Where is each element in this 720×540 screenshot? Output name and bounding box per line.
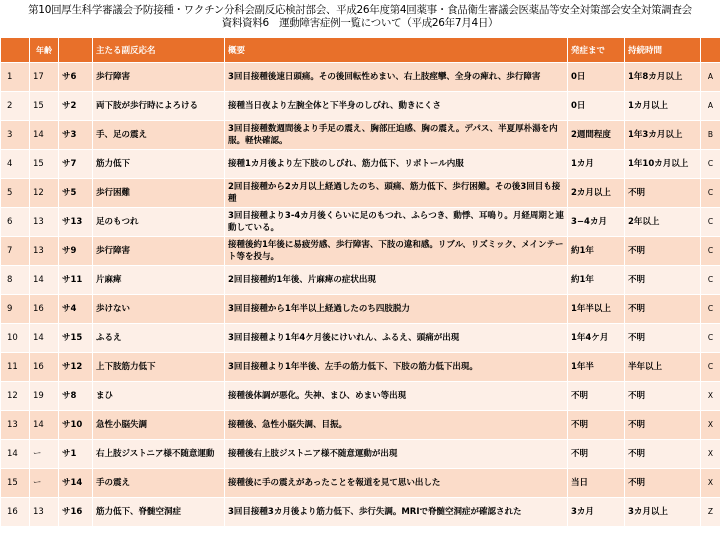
cell-no: 16 xyxy=(1,498,30,527)
cell-id: サ7 xyxy=(59,150,93,179)
cell-duration: 不明 xyxy=(625,382,701,411)
cell-duration: 不明 xyxy=(625,295,701,324)
cell-duration: 1年3カ月以上 xyxy=(625,121,701,150)
cell-reaction: 右上肢ジストニア様不随意運動 xyxy=(93,440,225,469)
cell-grade: C xyxy=(701,150,720,179)
table-row xyxy=(1,411,720,440)
cell-age: 14 xyxy=(30,411,59,440)
cell-grade: X xyxy=(701,469,720,498)
cell-id: サ11 xyxy=(59,266,93,295)
cell-age: 19 xyxy=(30,382,59,411)
header-row xyxy=(1,38,720,63)
cell-reaction: 筋力低下、脊髄空洞症 xyxy=(93,498,225,527)
cell-age: 14 xyxy=(30,266,59,295)
cell-onset: 1カ月 xyxy=(568,150,625,179)
cell-duration: 半年以上 xyxy=(625,353,701,382)
table-row xyxy=(1,382,720,411)
cell-duration: 1年8カ月以上 xyxy=(625,63,701,92)
cell-id: サ15 xyxy=(59,324,93,353)
cell-no: 7 xyxy=(1,237,30,266)
cell-duration: 不明 xyxy=(625,469,701,498)
header-reaction: 主たる副反応名 xyxy=(93,38,225,63)
cell-summary: 2回目接種から2カ月以上経過したのち、頭痛、筋力低下、歩行困難。その後3回目も接種 xyxy=(225,179,568,208)
cell-no: 15 xyxy=(1,469,30,498)
table-row xyxy=(1,208,720,237)
cell-grade: C xyxy=(701,324,720,353)
cell-id: サ16 xyxy=(59,498,93,527)
header-summary: 概要 xyxy=(225,38,568,63)
cell-reaction: 上下肢筋力低下 xyxy=(93,353,225,382)
cell-grade: Z xyxy=(701,498,720,527)
cell-no: 12 xyxy=(1,382,30,411)
cell-no: 8 xyxy=(1,266,30,295)
cell-summary: 3回目接種3カ月後より筋力低下、歩行失調。MRIで脊髄空洞症が確認された xyxy=(225,498,568,527)
cell-grade: C xyxy=(701,266,720,295)
cell-summary: 3回目接種より1年4ケ月後にけいれん、ふるえ、頭痛が出現 xyxy=(225,324,568,353)
table-row xyxy=(1,353,720,382)
cell-reaction: 両下肢が歩行時によろける xyxy=(93,92,225,121)
cell-duration: 1年10カ月以上 xyxy=(625,150,701,179)
cell-no: 13 xyxy=(1,411,30,440)
header-grade xyxy=(701,38,720,63)
table-row xyxy=(1,179,720,208)
cell-summary: 2回目接種約1年後、片麻痺の症状出現 xyxy=(225,266,568,295)
cell-grade: A xyxy=(701,63,720,92)
cell-duration: 1カ月以上 xyxy=(625,92,701,121)
cell-id: サ4 xyxy=(59,295,93,324)
table-row xyxy=(1,324,720,353)
adverse-event-table xyxy=(0,37,720,527)
cell-age: 14 xyxy=(30,324,59,353)
cell-onset: 不明 xyxy=(568,382,625,411)
cell-summary: 接種後に手の震えがあったことを報道を見て思い出した xyxy=(225,469,568,498)
cell-summary: 接種1カ月後より左下肢のしびれ、筋力低下、リボトール内服 xyxy=(225,150,568,179)
cell-summary: 3回目接種数週間後より手足の震え、胸部圧迫感、胸の震え。デパス、半夏厚朴湯を内服。軽快確認。 xyxy=(225,121,568,150)
cell-age: 16 xyxy=(30,295,59,324)
cell-onset: 1年半 xyxy=(568,353,625,382)
table-row xyxy=(1,440,720,469)
table-row xyxy=(1,150,720,179)
cell-age: 13 xyxy=(30,498,59,527)
cell-no: 1 xyxy=(1,63,30,92)
header-no xyxy=(1,38,30,63)
cell-age: 12 xyxy=(30,179,59,208)
cell-summary: 接種当日夜より左腕全体と下半身のしびれ、動きにくさ xyxy=(225,92,568,121)
cell-onset: 3カ月 xyxy=(568,498,625,527)
cell-grade: X xyxy=(701,440,720,469)
table-row xyxy=(1,237,720,266)
cell-no: 6 xyxy=(1,208,30,237)
cell-id: サ5 xyxy=(59,179,93,208)
cell-no: 9 xyxy=(1,295,30,324)
cell-no: 2 xyxy=(1,92,30,121)
cell-id: サ6 xyxy=(59,63,93,92)
cell-onset: 約1年 xyxy=(568,237,625,266)
cell-duration: 不明 xyxy=(625,179,701,208)
table-row xyxy=(1,266,720,295)
title-line-2: 資料資料6 運動障害症例一覧について（平成26年7月4日） xyxy=(221,17,499,29)
document-title xyxy=(0,4,720,30)
cell-age: 13 xyxy=(30,208,59,237)
cell-id: サ10 xyxy=(59,411,93,440)
cell-summary: 接種後約1年後に易疲労感、歩行障害、下肢の違和感。リブル、リズミック、メインテート等を投与。 xyxy=(225,237,568,266)
cell-duration: 不明 xyxy=(625,237,701,266)
cell-no: 11 xyxy=(1,353,30,382)
cell-reaction: 片麻痺 xyxy=(93,266,225,295)
cell-no: 14 xyxy=(1,440,30,469)
cell-age: 17 xyxy=(30,63,59,92)
cell-grade: C xyxy=(701,179,720,208)
cell-reaction: 足のもつれ xyxy=(93,208,225,237)
cell-onset: 不明 xyxy=(568,440,625,469)
cell-reaction: 歩行障害 xyxy=(93,63,225,92)
cell-onset: 2週間程度 xyxy=(568,121,625,150)
cell-reaction: 筋力低下 xyxy=(93,150,225,179)
table-row xyxy=(1,295,720,324)
cell-grade: C xyxy=(701,208,720,237)
cell-age: 16 xyxy=(30,353,59,382)
cell-grade: A xyxy=(701,92,720,121)
cell-age: 15 xyxy=(30,92,59,121)
cell-reaction: 歩けない xyxy=(93,295,225,324)
cell-summary: 3回目接種後速日頭痛。その後回転性めまい、右上肢痙攣、全身の痺れ、歩行障害 xyxy=(225,63,568,92)
cell-grade: X xyxy=(701,382,720,411)
cell-age: ー xyxy=(30,440,59,469)
cell-reaction: 歩行困難 xyxy=(93,179,225,208)
header-duration: 持続時間 xyxy=(625,38,701,63)
cell-reaction: 歩行障害 xyxy=(93,237,225,266)
cell-id: サ2 xyxy=(59,92,93,121)
header-id xyxy=(59,38,93,63)
cell-onset: 約1年 xyxy=(568,266,625,295)
cell-summary: 接種後右上肢ジストニア様不随意運動が出現 xyxy=(225,440,568,469)
cell-grade: C xyxy=(701,353,720,382)
cell-reaction: 手の震え xyxy=(93,469,225,498)
cell-grade: B xyxy=(701,121,720,150)
table-row xyxy=(1,121,720,150)
cell-id: サ1 xyxy=(59,440,93,469)
cell-onset: 1年半以上 xyxy=(568,295,625,324)
cell-grade: C xyxy=(701,295,720,324)
cell-reaction: 手、足の震え xyxy=(93,121,225,150)
table-row xyxy=(1,63,720,92)
cell-duration: 不明 xyxy=(625,440,701,469)
cell-duration: 3カ月以上 xyxy=(625,498,701,527)
cell-onset: 当日 xyxy=(568,469,625,498)
header-onset: 発症まで xyxy=(568,38,625,63)
cell-onset: 3−4カ月 xyxy=(568,208,625,237)
cell-reaction: まひ xyxy=(93,382,225,411)
cell-id: サ3 xyxy=(59,121,93,150)
cell-id: サ13 xyxy=(59,208,93,237)
table-row xyxy=(1,498,720,527)
cell-age: 15 xyxy=(30,150,59,179)
cell-reaction: 急性小脳失調 xyxy=(93,411,225,440)
cell-grade: C xyxy=(701,237,720,266)
table-row xyxy=(1,469,720,498)
cell-duration: 不明 xyxy=(625,324,701,353)
cell-duration: 2年以上 xyxy=(625,208,701,237)
cell-onset: 1年4ケ月 xyxy=(568,324,625,353)
cell-reaction: ふるえ xyxy=(93,324,225,353)
cell-onset: 0日 xyxy=(568,63,625,92)
cell-grade: X xyxy=(701,411,720,440)
cell-age: ー xyxy=(30,469,59,498)
cell-age: 14 xyxy=(30,121,59,150)
cell-age: 13 xyxy=(30,237,59,266)
cell-duration: 不明 xyxy=(625,266,701,295)
cell-onset: 不明 xyxy=(568,411,625,440)
header-age: 年齢 xyxy=(30,38,59,63)
cell-summary: 3回目接種より3-4カ月後くらいに足のもつれ、ふらつき、動悸、耳鳴り。月経周期と連動している。 xyxy=(225,208,568,237)
cell-id: サ14 xyxy=(59,469,93,498)
title-line-1: 第10回厚生科学審議会予防接種・ワクチン分科会副反応検討部会、平成26年度第4回薬事・食品衛生審議会医薬品等安全対策部会安全対策調査会 xyxy=(28,4,692,16)
cell-no: 10 xyxy=(1,324,30,353)
cell-no: 5 xyxy=(1,179,30,208)
cell-onset: 0日 xyxy=(568,92,625,121)
cell-summary: 接種後、急性小脳失調、目振。 xyxy=(225,411,568,440)
cell-summary: 3回目接種から1年半以上経過したのち四肢脱力 xyxy=(225,295,568,324)
cell-id: サ8 xyxy=(59,382,93,411)
cell-no: 3 xyxy=(1,121,30,150)
table-row xyxy=(1,92,720,121)
cell-onset: 2カ月以上 xyxy=(568,179,625,208)
cell-no: 4 xyxy=(1,150,30,179)
cell-summary: 接種後体調が悪化。失神、まひ、めまい等出現 xyxy=(225,382,568,411)
cell-id: サ9 xyxy=(59,237,93,266)
cell-summary: 3回目接種より1年半後、左手の筋力低下、下肢の筋力低下出現。 xyxy=(225,353,568,382)
cell-id: サ12 xyxy=(59,353,93,382)
cell-duration: 不明 xyxy=(625,411,701,440)
